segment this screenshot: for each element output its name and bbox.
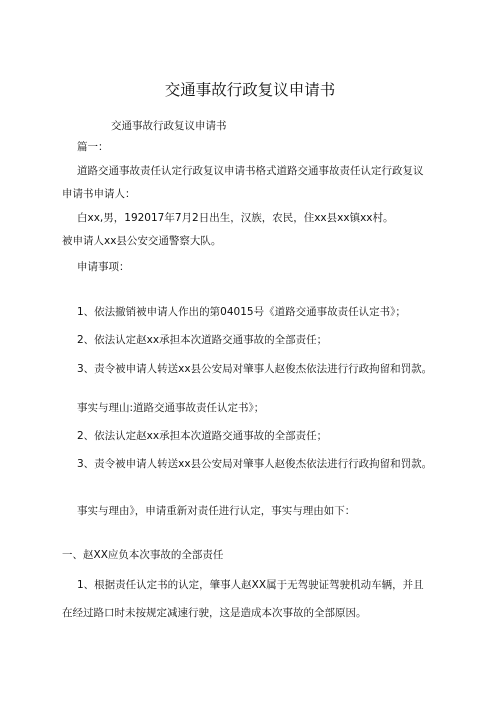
request-item: 3、责令被申请人转送xx县公安局对肇事人赵俊杰依法进行行政拘留和罚款。 [77,458,433,470]
body-line: 道路交通事故责任认定行政复议申请书格式道路交通事故责任认定行政复议 [77,165,424,177]
request-item: 3、责令被申请人转送xx县公安局对肇事人赵俊杰依法进行行政拘留和罚款。 [77,363,433,375]
subtitle-line: 交通事故行政复议申请书 [111,120,227,132]
body-line: 申请书申请人： [62,188,136,200]
body-line: 1、根据责任认定书的认定，肇事人赵XX属于无驾驶证驾驶机动车辆，并且 [77,579,424,591]
respondent-info: 被申请人xx县公安交通警察大队。 [62,235,222,247]
section-heading: 一、赵XX应负本次事故的全部责任 [62,549,224,561]
document-title: 交通事故行政复议申请书 [164,81,336,99]
request-item: 2、依法认定赵xx承担本次道路交通事故的全部责任； [77,430,328,442]
body-line: 在经过路口时未按规定减速行驶，这是造成本次事故的全部原因。 [62,607,367,619]
facts-line: 事实与理由》，申请重新对责任进行认定，事实与理由如下： [77,505,356,517]
section-label: 申请事项： [77,261,130,273]
request-item: 1、依法撤销被申请人作出的第04015号《道路交通事故责任认定书》； [77,306,406,318]
facts-line: 事实与理山:道路交通事故责任认定书》； [77,402,265,414]
section-label: 篇一： [77,141,109,153]
request-item: 2、依法认定赵xx承担本次道路交通事故的全部责任； [77,334,328,346]
applicant-info: 白xx,男，192017年7月2日出生，汉族，农民，住xx县xx镇xx村。 [77,212,394,224]
